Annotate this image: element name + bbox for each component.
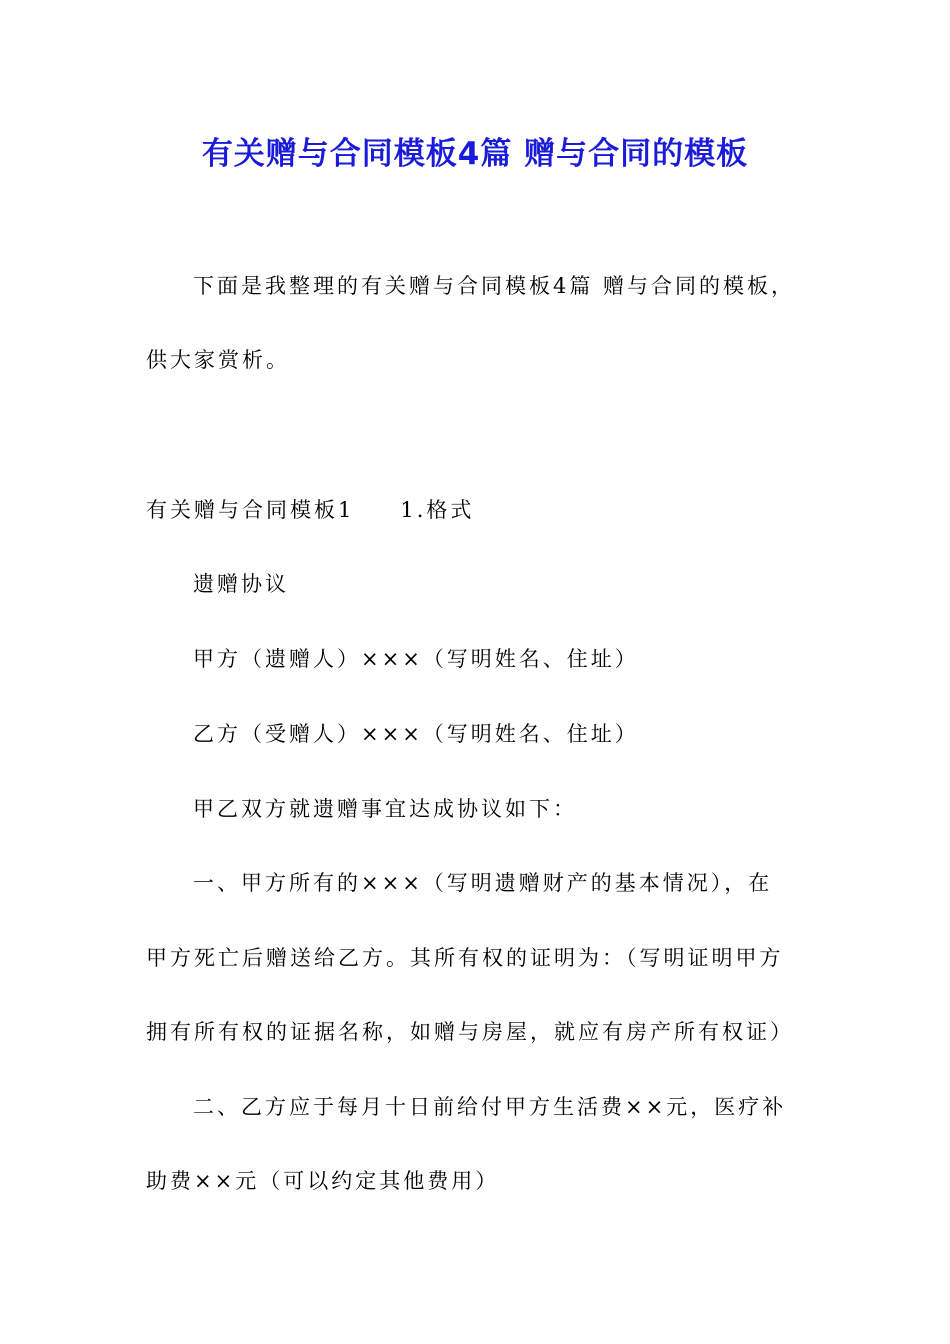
paragraph-clause-1-line-3: 拥有所有权的证据名称，如赠与房屋，就应有房产所有权证） (146, 1020, 794, 1044)
paragraph-heading: 遗赠协议 (193, 572, 289, 596)
section-heading-title: 有关赠与合同模板1 (146, 498, 355, 522)
section-heading-subtitle: 1.格式 (400, 498, 475, 522)
paragraph-party-b: 乙方（受赠人）×××（写明姓名、住址） (193, 722, 639, 746)
paragraph-party-a: 甲方（遗赠人）×××（写明姓名、住址） (193, 647, 639, 671)
intro-line-1: 下面是我整理的有关赠与合同模板4篇 赠与合同的模板， (193, 274, 796, 298)
paragraph-agreement: 甲乙双方就遗赠事宜达成协议如下： (193, 797, 577, 821)
document-title: 有关赠与合同模板4篇 赠与合同的模板 (201, 136, 749, 172)
paragraph-clause-1-line-2: 甲方死亡后赠送给乙方。其所有权的证明为：（写明证明甲方 (146, 946, 784, 970)
paragraph-clause-2-line-2: 助费××元（可以约定其他费用） (146, 1169, 500, 1193)
section-heading (146, 494, 474, 526)
paragraph-clause-2-line-1: 二、乙方应于每月十日前给付甲方生活费××元，医疗补 (193, 1095, 787, 1119)
intro-line-2: 供大家赏析。 (146, 348, 290, 372)
paragraph-clause-1-line-1: 一、甲方所有的×××（写明遗赠财产的基本情况），在 (193, 871, 773, 895)
